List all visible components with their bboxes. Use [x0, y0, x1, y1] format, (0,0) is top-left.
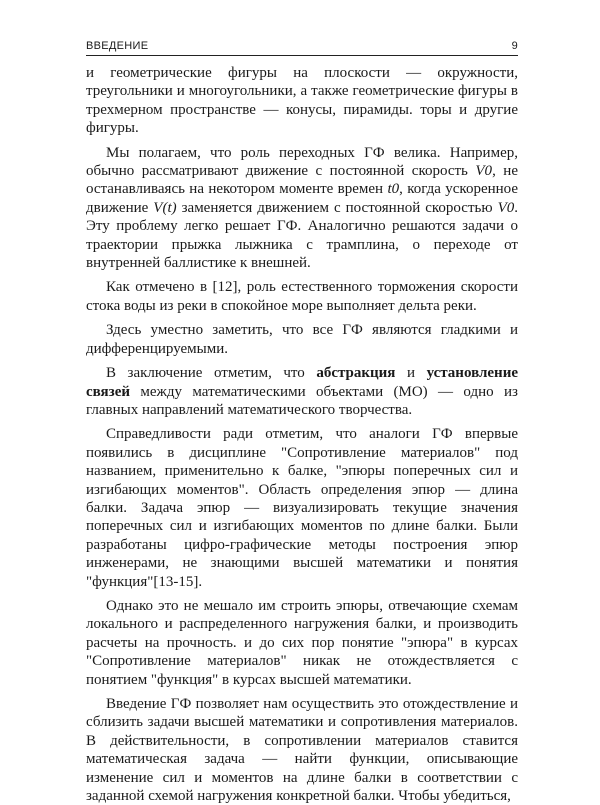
text-run: Справедливости ради отметим, что аналоги ГФ впервые появились в дисциплине "Сопротивление материалов" под названием, применительно к балке, "эпюры поперечных сил и изгибающих моментов". Область определения эпюр — длина балки. Задача эпюр — визуализировать текущие значения поперечных сил и изгибающих моментов по длине балки. Были разработаны цифро-графические методы построения эпюр инженерами, не знающими высшей математики и понятия "функция"[13-15].	[86, 426, 518, 590]
text-run: , когда ускоренное движение	[86, 181, 518, 216]
paragraph-4	[86, 321, 518, 358]
paragraph-5	[86, 364, 518, 419]
text-run: Введение ГФ позволяет нам осуществить это отождествление и сблизить задачи высшей математики и сопротивления материалов. В действительности, в сопротивлении материалов ставится математическая задача — найти функции, описывающие изменение сил и моментов на длине балки в соответствии с заданной схемой нагружения конкретной балки. Чтобы убедиться,	[86, 696, 518, 805]
text-run: Однако это не мешало им строить эпюры, отвечающие схемам локального и распределенного нагружения балки, и производить расчеты на прочность. и до сих пор понятие "эпюра" в курсах "Сопротивление материалов" никак не отождествляется с понятием "функция" в курсах высшей математики.	[86, 597, 518, 688]
bold-term: установление связей	[86, 365, 518, 400]
text-run: . Эту проблему легко решает ГФ. Аналогично решаются задачи о траектории прыжка лыжника с трамплина, о переходе от внутренней баллистике к внешней.	[86, 199, 518, 272]
paragraph-8	[86, 695, 518, 805]
formula-var: V(t)	[153, 199, 177, 216]
formula-var: V0	[475, 163, 493, 180]
formula-var: V0	[497, 199, 515, 216]
bold-term: абстракция	[316, 365, 396, 382]
text-run: Здесь уместно заметить, что все ГФ являются гладкими и дифференцируемыми.	[86, 322, 518, 357]
chapter-title: ВВЕДЕНИЕ	[86, 40, 149, 52]
paragraph-2	[86, 144, 518, 273]
text-run: и	[395, 365, 427, 382]
text-run: В заключение отметим, что	[106, 365, 317, 382]
paragraph-7	[86, 597, 518, 689]
text-run: Мы полагаем, что роль переходных ГФ велика. Например, обычно рассматривают движение с постоянной скорость	[86, 144, 518, 180]
page-body	[86, 64, 518, 805]
paragraph-3	[86, 278, 518, 315]
paragraph-1	[86, 64, 518, 138]
text-run: Как отмечено в [12], роль естественного торможения скорости стока воды из реки в спокойное море выполняет дельта реки.	[86, 279, 518, 314]
page-number: 9	[511, 40, 518, 52]
text-run: заменяется движением с постоянной скоростью	[176, 199, 498, 216]
text-run: , не останавливаясь на некотором моменте времен	[86, 163, 518, 198]
formula-var: t0	[387, 181, 400, 198]
text-run: между математическими объектами (МО) — одно из главных направлений математического творчества.	[86, 383, 518, 418]
paragraph-6	[86, 425, 518, 591]
running-header	[86, 40, 518, 56]
text-run: и геометрические фигуры на плоскости — окружности, треугольники и многоугольники, а также геометрические фигуры в трехмерном пространстве — конусы, пирамиды. торы и другие фигуры.	[86, 65, 518, 137]
